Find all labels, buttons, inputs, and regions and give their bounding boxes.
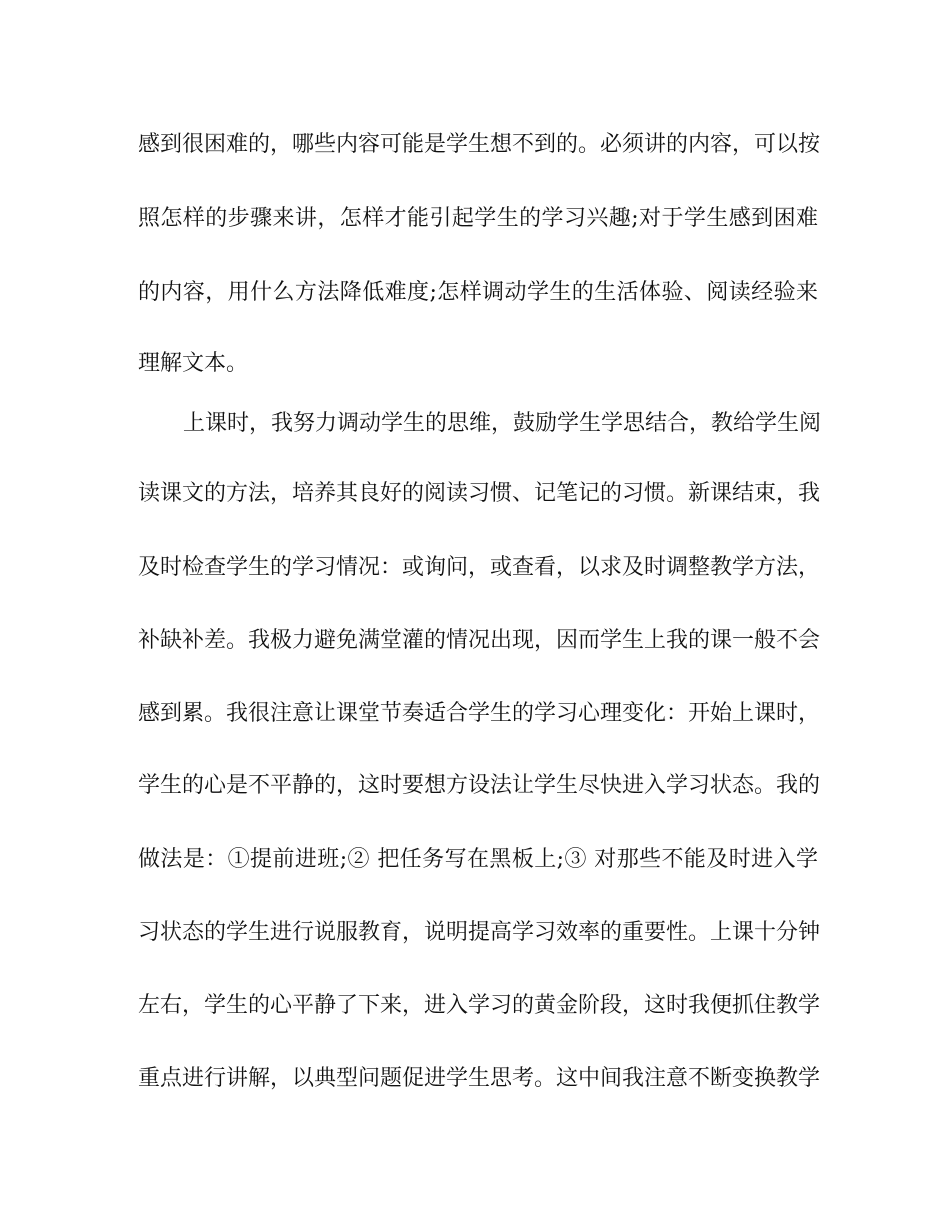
text-line: 习状态的学生进行说服教育，说明提高学习效率的重要性。上课十分钟 (138, 920, 821, 945)
text-line: 理解文本。 (138, 351, 249, 376)
text-line: 及时检查学生的学习情况：或询问，或查看，以求及时调整教学方法， (138, 555, 821, 580)
text-line: 做法是：①提前进班;② 把任务写在黑板上;③ 对那些不能及时进入学 (138, 847, 818, 872)
text-line: 重点进行讲解，以典型问题促进学生思考。这中间我注意不断变换教学 (138, 1066, 821, 1091)
text-line: 读课文的方法，培养其良好的阅读习惯、记笔记的习惯。新课结束，我 (138, 481, 821, 506)
text-line: 学生的心是不平静的，这时要想方设法让学生尽快进入学习状态。我的 (138, 773, 821, 798)
text-line: 补缺补差。我极力避免满堂灌的情况出现，因而学生上我的课一般不会 (138, 628, 821, 653)
paragraph-first-line: 上课时，我努力调动学生的思维，鼓励学生学思结合，教给学生阅 (183, 411, 822, 436)
text-line: 左右，学生的心平静了下来，进入学习的黄金阶段，这时我便抓住教学 (138, 993, 821, 1018)
text-line: 的内容，用什么方法降低难度;怎样调动学生的生活体验、阅读经验来 (138, 280, 818, 305)
text-line: 照怎样的步骤来讲，怎样才能引起学生的学习兴趣;对于学生感到困难 (138, 206, 818, 231)
text-line: 感到累。我很注意让课堂节奏适合学生的学习心理变化：开始上课时， (138, 701, 821, 726)
text-line: 感到很困难的，哪些内容可能是学生想不到的。必须讲的内容，可以按 (138, 132, 821, 157)
